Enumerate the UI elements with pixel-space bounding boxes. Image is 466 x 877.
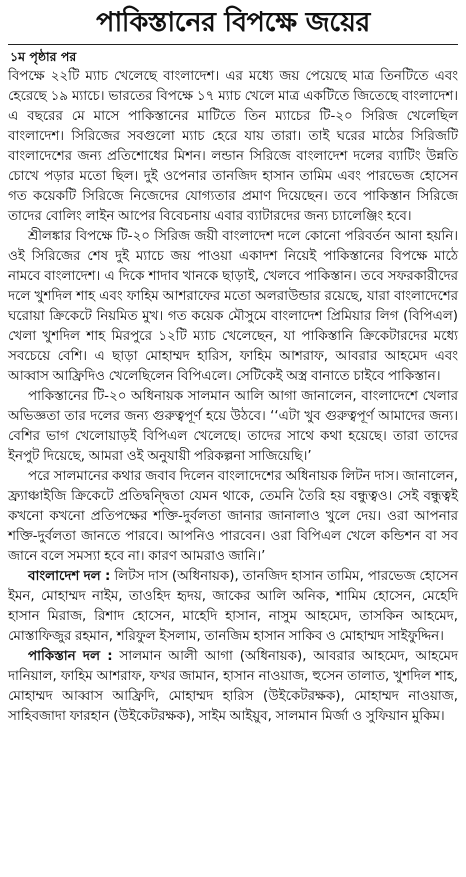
article-paragraph-2: শ্রীলঙ্কার বিপক্ষে টি-২০ সিরিজ জয়ী বাংলাদেশ দলে কোনো পরিবর্তন আনা হয়নি। ওই সিরিজের শেষ দুই ম্যাচে জয় পাওয়া একাদশ নিয়েই পাকিস্তানের বিপক্ষে মাঠে নামবে বাংলাদেশ। এ দিকে শাদাব খানকে ছাড়াই, খেলবে পাকিস্তান। তবে সফরকারীদের দলে খুশদিল শাহ এবং ফাহিম আশরাফের মতো অলরাউন্ডার রয়েছে, যারা বাংলাদেশের ঘরোয়া ক্রিকেটে নিয়মিত মুখ। গত কয়েক মৌসুমে বাংলাদেশ প্রিমিয়ার লিগ (বিপিএল) খেলা খুশদিল শাহ মিরপুরে ১২টি ম্যাচ খেলেছেন, যা পাকিস্তানি ক্রিকেটারদের মধ্যে সবচেয়ে বেশি। এ ছাড়া মোহাম্মদ হারিস, ফাহিম আশরাফ, আবরার আহমেদ এবং আব্বাস আফ্রিদিও খেলেছিলেন বিপিএলে। সেটিকেই অস্ত্র বানাতে চাইবে পাকিস্তান।: [8, 229, 458, 384]
headline-divider: [8, 44, 458, 45]
bangladesh-squad-players: লিটস দাস (অধিনায়ক), তানজিদ হাসান তামিম, পারভেজ হোসেন ইমন, মোহাম্মদ নাইম, তাওহিদ হৃদয়, জাকের আলি অনিক, শামিম হোসেন, মেহেদি হাসান মিরাজ, রিশাদ হোসেন, মাহেদি হাসান, নাসুম আহমেদ, তাসকিন আহমেদ, মোস্তাফিজুর রহমান, শরিফুল ইসলাম, তানজিম হাসান সাকিব ও মোহাম্মদ সাইফুদ্দিন।: [8, 569, 458, 644]
article-headline: পাকিস্তানের বিপক্ষে জয়ের: [96, 7, 370, 38]
continued-from-label: ১ম পৃষ্ঠার পর: [10, 49, 77, 64]
pakistan-squad-label: পাকিস্তান দল :: [28, 649, 113, 664]
article-paragraph-3: পাকিস্তানের টি-২০ অধিনায়ক সালমান আলি আগা জানালেন, বাংলাদেশে খেলার অভিজ্ঞতা তার দলের জন্য গুরুত্বপূর্ণ হয়ে উঠবে। ‘‘এটা খুব গুরুত্বপূর্ণ আমাদের জন্য। বেশির ভাগ খেলোয়াড়ই বিপিএল খেলেছে। তাদের সাথে কথা হয়েছে। তারা তাদের ইনপুট দিয়েছে, আমরা ওই অনুযায়ী পরিকল্পনা সাজিয়েছি।’: [8, 389, 458, 464]
bangladesh-squad-label: বাংলাদেশ দল :: [28, 569, 111, 584]
pakistan-squad-players: সালমান আলী আগা (অধিনায়ক), আবরার আহমেদ, আহমেদ দানিয়াল, ফাহিম আশরাফ, ফখর জামান, হাসান নাওয়াজ, হুসেন তালাত, খুশদিল শাহ, মোহাম্মদ আব্বাস আফ্রিদি, মোহাম্মদ হারিস (উইকেটরক্ষক), মোহাম্মদ নাওয়াজ, সাহিবজাদা ফারহান (উইকেটরক্ষক), সাইম আইয়ুব, সালমান মির্জা ও সুফিয়ান মুকিম।: [8, 649, 458, 724]
bangladesh-squad: [8, 567, 458, 647]
article-paragraph-1: বিপক্ষে ২২টি ম্যাচ খেলেছে বাংলাদেশ। এর মধ্যে জয় পেয়েছে মাত্র তিনটিতে এবং হেরেছে ১৯ ম্যাচে। ভারতের বিপক্ষে ১৭ ম্যাচ খেলে মাত্র একটিতে জিতেছে বাংলাদেশ। এ বছরের মে মাসে পাকিস্তানের মাটিতে তিন ম্যাচের টি-২০ সিরিজ খেলেছিল বাংলাদেশ। সিরিজের সবগুলো ম্যাচ হেরে যায় তারা। তাই ঘরের মাঠের সিরিজটি বাংলাদেশের জন্য প্রতিশোধের মিশন। লন্ডান সিরিজে বাংলাদেশ দলের ব্যাটিং উন্নতি চোখে পড়ার মতো ছিল। দুই ওপেনার তানজিদ হাসান তামিম এবং পারভেজ হোসেন গত কয়েকটি সিরিজে নিজেদের যোগ্যতার প্রমাণ দিয়েছেন। তবে পাকিস্তান সিরিজে তাদের বোলিং লাইন আপের বিবেচনায় এবার ব্যাটারদের জন্য চ্যালেঞ্জিং হবে।: [8, 69, 458, 224]
pakistan-squad: [8, 647, 458, 727]
article-paragraph-4: পরে সালমানের কথার জবাব দিলেন বাংলাদেশের অধিনায়ক লিটন দাস। জানালেন, ফ্র্যাঞ্চাইজি ক্রিকেটে প্রতিদ্বন্দ্বিতা যেমন থাকে, তেমনি তৈরি হয় বন্ধুত্বও। সেই বন্ধুত্বই কখনো কখনো প্রতিপক্ষের শক্তি-দুর্বলতা জানার জানালাও খুলে দেয়। ওরা আপনার শক্তি-দুর্বলতা জানতে পারবে। আপনিও পারবেন। ওরা বিপিএল খেলে কন্ডিশন বা সব জানে বলে সমস্যা হবে না। কারণ আমরাও জানি।’: [8, 469, 458, 564]
